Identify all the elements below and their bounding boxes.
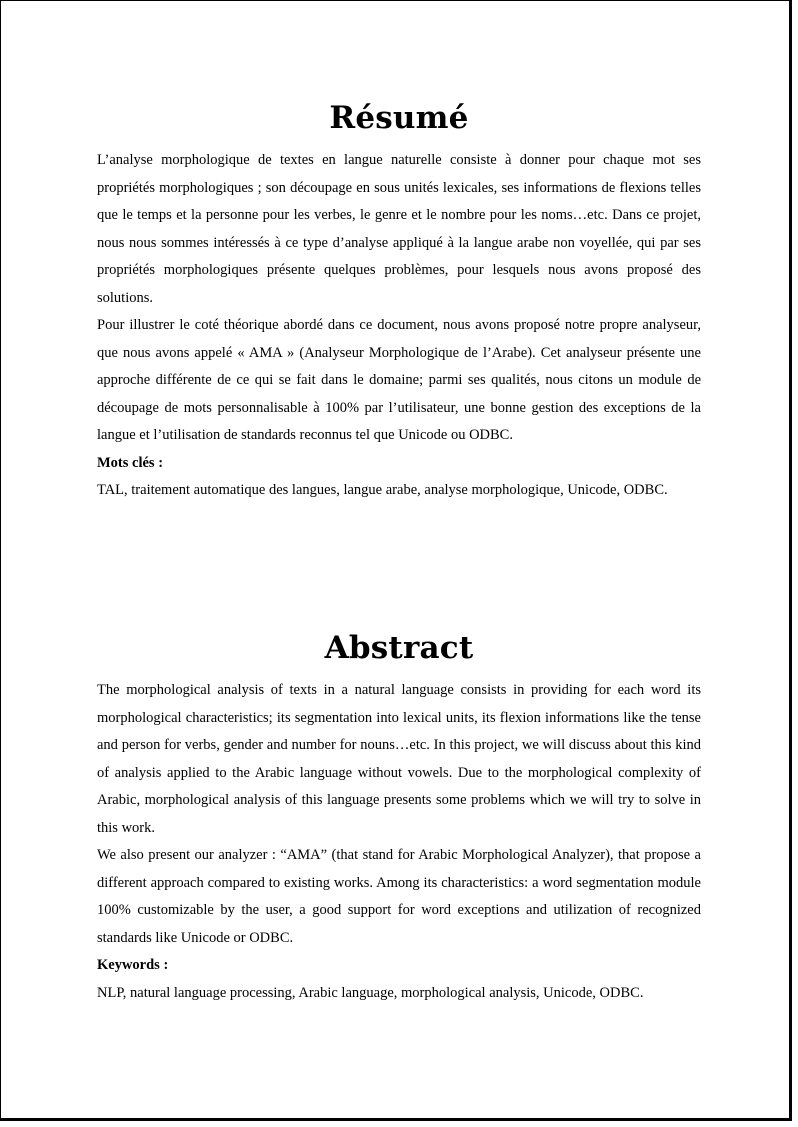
resume-paragraph-1: L’analyse morphologique de textes en langue naturelle consiste à donner pour chaque mot ses propriétés morphologiques ; son découpage en sous unités lexicales, ses informations de flexions telles que le temps et la personne pour les verbes, le genre et le nombre pour les noms…etc. Dans ce projet, nous nous sommes intéressés à ce type d’analyse appliqué à la langue arabe non voyellée, qui par ses propriétés morphologiques présente quelques problèmes, pour lesquels nous avons proposé des solutions. — [97, 152, 701, 306]
resume-section — [97, 98, 701, 505]
resume-keywords-label: Mots clés : — [97, 454, 164, 471]
abstract-section — [97, 628, 701, 1007]
resume-title: Résumé — [329, 100, 469, 136]
abstract-paragraph-2: We also present our analyzer : “AMA” (that stand for Arabic Morphological Analyzer), that propose a different approach compared to existing works. Among its characteristics: a word segmentation module 100% customizable by the user, a good support for word exceptions and utilization of recognized standards like Unicode or ODBC. — [97, 847, 701, 946]
resume-keywords: TAL, traitement automatique des langues, langue arabe, analyse morphologique, Unicode, ODBC. — [97, 482, 668, 498]
abstract-keywords-label: Keywords : — [97, 957, 169, 973]
abstract-title: Abstract — [324, 630, 474, 666]
abstract-paragraph-1: The morphological analysis of texts in a natural language consists in providing for each word its morphological characteristics; its segmentation into lexical units, its flexion informations like the tense and person for verbs, gender and number for nouns…etc. In this project, we will discuss about this kind of analysis applied to the Arabic language without vowels. Due to the morphological complexity of Arabic, morphological analysis of this language presents some problems which we will try to solve in this work. — [97, 682, 701, 836]
resume-paragraph-2: Pour illustrer le coté théorique abordé dans ce document, nous avons proposé notre propre analyseur, que nous avons appelé « AMA » (Analyseur Morphologique de l’Arabe). Cet analyseur présente une approche différente de ce qui se fait dans le domaine; parmi ses qualités, nous citons un module de découpage de mots personnalisable à 100% par l’utilisateur, une bonne gestion des exceptions de la langue et l’utilisation de standards reconnus tel que Unicode ou ODBC. — [97, 317, 701, 443]
abstract-keywords: NLP, natural language processing, Arabic language, morphological analysis, Unicode, ODBC. — [97, 984, 644, 1001]
